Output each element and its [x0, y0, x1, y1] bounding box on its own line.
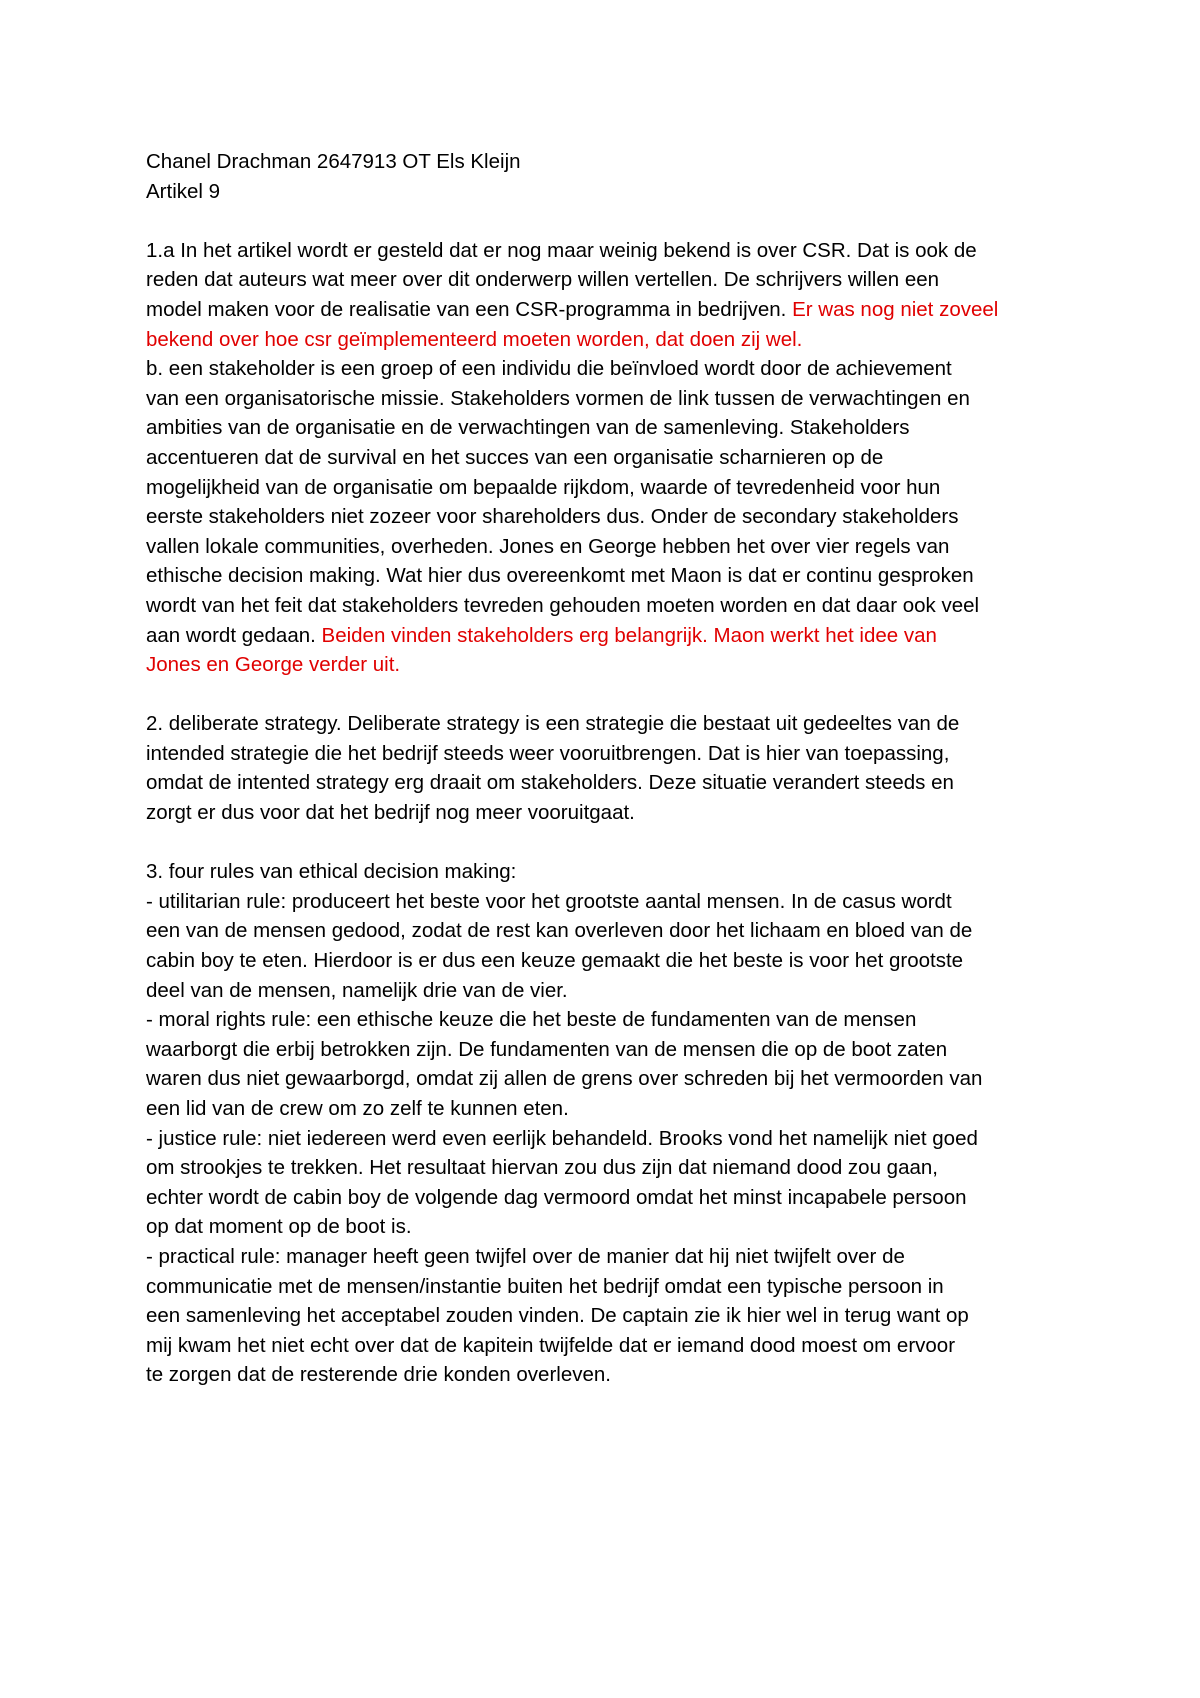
q3-utilitarian-line: deel van de mensen, namelijk drie van de vier. — [146, 978, 568, 1002]
q3-moral-line: waarborgt die erbij betrokken zijn. De fundamenten van de mensen die op de boot zaten — [146, 1037, 948, 1061]
q2-line-2: intended strategie die het bedrijf steeds weer vooruitbrengen. Dat is hier van toepassing, — [146, 741, 950, 765]
q3-moral-line: - moral rights rule: een ethische keuze die het beste de fundamenten van de mensen — [146, 1008, 917, 1032]
q1a-highlight-text: Er was nog niet zoveel — [786, 297, 999, 321]
q1b-line-10 — [146, 621, 1076, 651]
q1b-line-9: wordt van het feit dat stakeholders tevreden gehouden moeten worden en dat daar ook veel — [146, 593, 980, 617]
q3-heading: 3. four rules van ethical decision making: — [146, 860, 517, 884]
q1b-line-4: accentueren dat de survival en het succes van een organisatie scharnieren op de — [146, 445, 884, 469]
q1b-line-7: vallen lokale communities, overheden. Jones en George hebben het over vier regels van — [146, 534, 950, 558]
q1a-line-3-text: model maken voor de realisatie van een CSR-programma in bedrijven. — [146, 297, 787, 321]
q2-line-3: omdat de intented strategy erg draait om stakeholders. Deze situatie verandert steeds en — [146, 771, 954, 795]
q1b-line-2: van een organisatorische missie. Stakeholders vormen de link tussen de verwachtingen en — [146, 386, 970, 410]
q1b-line-11-highlight: Jones en George verder uit. — [146, 653, 401, 677]
q3-practical-line: te zorgen dat de resterende drie konden overleven. — [146, 1363, 611, 1387]
q3-justice-line: om strookjes te trekken. Het resultaat hiervan zou dus zijn dat niemand dood zou gaan, — [146, 1156, 938, 1180]
q1a-line-2: reden dat auteurs wat meer over dit onderwerp willen vertellen. De schrijvers willen een — [146, 268, 940, 292]
q1a-line-3 — [146, 295, 1076, 325]
q3-justice-line: op dat moment op de boot is. — [146, 1215, 412, 1239]
q3-justice-line: echter wordt de cabin boy de volgende dag vermoord omdat het minst incapabele persoon — [146, 1185, 967, 1209]
q1b-line-3: ambities van de organisatie en de verwachtingen van de samenleving. Stakeholders — [146, 416, 910, 440]
q3-practical-line: - practical rule: manager heeft geen twijfel over de manier dat hij niet twijfelt over de — [146, 1244, 905, 1268]
q3-justice-line: - justice rule: niet iedereen werd even eerlijk behandeld. Brooks vond het namelijk niet goed — [146, 1126, 978, 1150]
paragraph-gap — [146, 206, 1076, 236]
q3-practical-line: mij kwam het niet echt over dat de kapitein twijfelde dat er iemand dood moest om ervoor — [146, 1333, 956, 1357]
q3-utilitarian-line: cabin boy te eten. Hierdoor is er dus een keuze gemaakt die het beste is voor het grootste — [146, 949, 964, 973]
document-title: Chanel Drachman 2647913 OT Els Kleijn — [146, 150, 521, 173]
paragraph-gap — [146, 680, 1076, 710]
q1b-line-5: mogelijkheid van de organisatie om bepaalde rijkdom, waarde of tevredenheid voor hun — [146, 475, 941, 499]
q1b-line-8: ethische decision making. Wat hier dus overeenkomt met Maon is dat er continu gesproken — [146, 564, 974, 588]
q3-utilitarian-line: een van de mensen gedood, zodat de rest kan overleven door het lichaam en bloed van de — [146, 919, 973, 943]
q3-practical-line: een samenleving het acceptabel zouden vinden. De captain zie ik hier wel in terug want op — [146, 1304, 969, 1328]
paragraph-gap — [146, 828, 1076, 858]
document-page — [146, 147, 1076, 1390]
q1a-line-1: 1.a In het artikel wordt er gesteld dat er nog maar weinig bekend is over CSR. Dat is ook de — [146, 238, 977, 262]
q2-line-1: 2. deliberate strategy. Deliberate strategy is een strategie die bestaat uit gedeeltes van de — [146, 712, 960, 736]
q1b-line-6: eerste stakeholders niet zozeer voor shareholders dus. Onder de secondary stakeholders — [146, 505, 959, 529]
q3-moral-line: een lid van de crew om zo zelf te kunnen eten. — [146, 1097, 569, 1120]
q3-practical-line: communicatie met de mensen/instantie buiten het bedrijf omdat een typische persoon in — [146, 1274, 944, 1298]
q1b-highlight-text: Beiden vinden stakeholders erg belangrijk. Maon werkt het idee van — [315, 623, 937, 647]
q1a-line-4-highlight: bekend over hoe csr geïmplementeerd moeten worden, dat doen zij wel. — [146, 327, 803, 351]
q3-utilitarian-line: - utilitarian rule: produceert het beste voor het grootste aantal mensen. In de casus wordt — [146, 889, 952, 913]
q1b-line-10-text: aan wordt gedaan. — [146, 623, 316, 647]
document-subtitle: Artikel 9 — [146, 179, 221, 203]
q1b-line-1: b. een stakeholder is een groep of een individu die beïnvloed wordt door de achievement — [146, 357, 952, 381]
q3-moral-line: waren dus niet gewaarborgd, omdat zij allen de grens over schreden bij het vermoorden van — [146, 1067, 983, 1091]
q2-line-4: zorgt er dus voor dat het bedrijf nog meer vooruitgaat. — [146, 801, 635, 825]
